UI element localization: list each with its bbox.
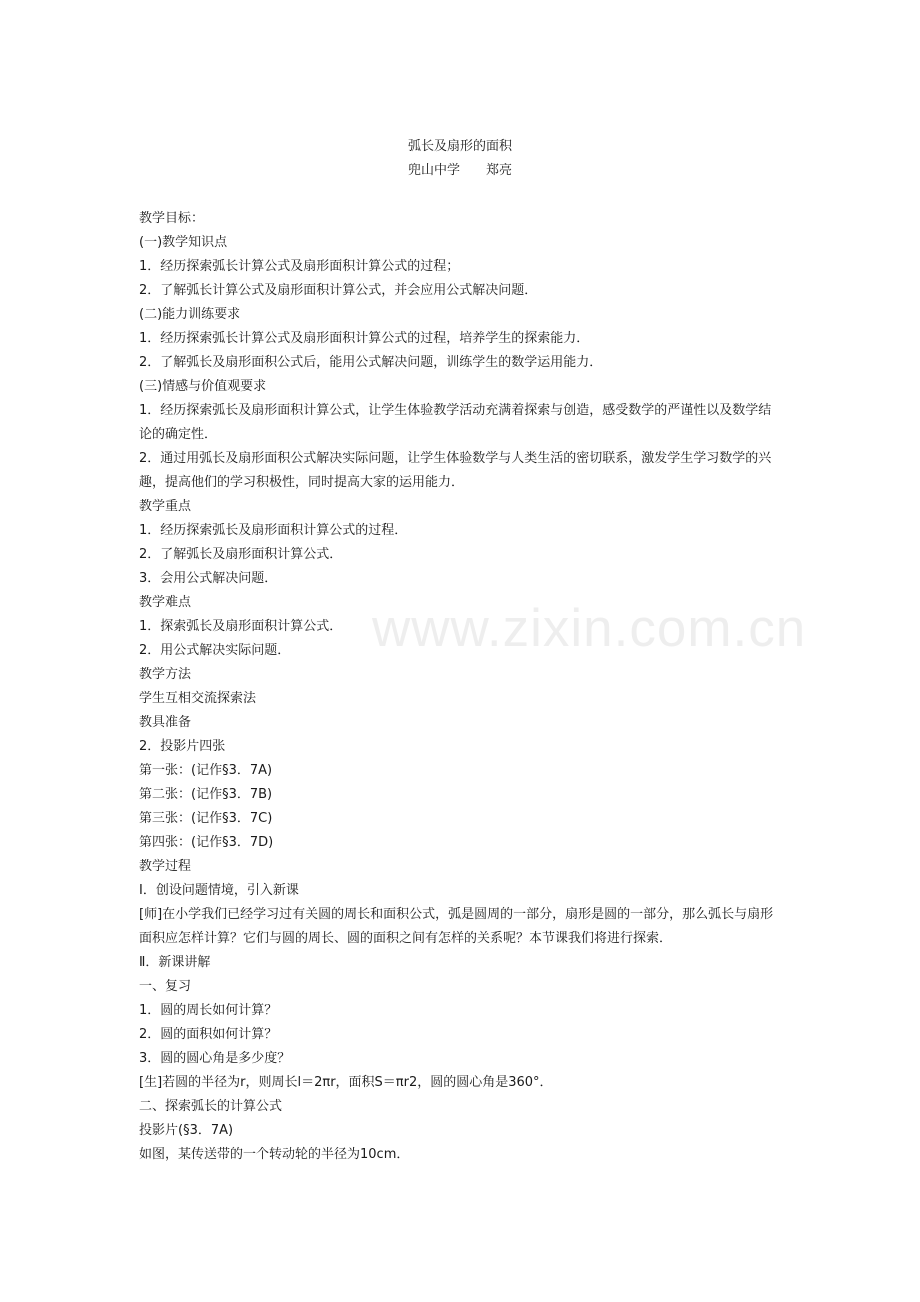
body-line: 2．投影片四张: [139, 739, 226, 754]
body-line: 3．会用公式解决问题．: [139, 571, 278, 586]
body-line: (一)教学知识点: [139, 235, 228, 250]
body-line: Ⅰ．创设问题情境，引入新课: [139, 883, 299, 898]
body-line: 1．经历探索弧长及扇形面积计算公式的过程．: [139, 523, 408, 538]
body-line: 1．经历探索弧长计算公式及扇形面积计算公式的过程，培养学生的探索能力．: [139, 331, 590, 346]
body-line: 第一张：(记作§3．7A): [139, 763, 273, 778]
body-line: 2．了解弧长计算公式及扇形面积计算公式，并会应用公式解决问题．: [139, 283, 538, 298]
body-line: 二、探索弧长的计算公式: [139, 1099, 283, 1114]
body-line: (三)情感与价值观要求: [139, 379, 267, 394]
body-line: [生]若圆的半径为r，则周长l＝2πr，面积S＝πr2，圆的圆心角是360°．: [139, 1075, 553, 1090]
body-line: 1．圆的周长如何计算？: [139, 1003, 278, 1018]
body-line: 第四张：(记作§3．7D): [139, 835, 274, 850]
body-line: 投影片(§3．7A): [139, 1123, 234, 1138]
body-line: 教学方法: [139, 667, 192, 682]
body-line: 2．用公式解决实际问题．: [139, 643, 291, 658]
body-line: 一、复习: [139, 979, 192, 994]
body-line: 2．了解弧长及扇形面积计算公式．: [139, 547, 343, 562]
body-line: 1．经历探索弧长计算公式及扇形面积计算公式的过程；: [139, 259, 460, 274]
body-line: 教学目标：: [139, 211, 205, 226]
body-line: 第三张：(记作§3．7C): [139, 811, 273, 826]
body-line: 教学重点: [139, 499, 192, 514]
body-line: 3．圆的圆心角是多少度？: [139, 1051, 291, 1066]
body-line: [师]在小学我们已经学习过有关圆的周长和面积公式，弧是圆周的一部分，扇形是圆的一部分，那么弧长与扇形面积应怎样计算？它们与圆的周长、圆的面积之间有怎样的关系呢？本节课我们将进行探索．: [139, 907, 774, 946]
school-name: 兜山中学: [407, 163, 460, 178]
document-title: 弧长及扇形的面积: [407, 139, 512, 154]
body-line: 学生互相交流探索法: [139, 691, 257, 706]
body-line: 教具准备: [139, 715, 192, 730]
author-name: 郑亮: [486, 163, 513, 178]
body-line: 2．通过用弧长及扇形面积公式解决实际问题，让学生体验数学与人类生活的密切联系，激发学生学习数学的兴趣，提高他们的学习积极性，同时提高大家的运用能力．: [139, 451, 772, 490]
document-body: [139, 207, 784, 1167]
body-line: 1．经历探索弧长及扇形面积计算公式，让学生体验教学活动充满着探索与创造，感受数学的严谨性以及数学结论的确定性．: [139, 403, 772, 442]
body-line: 教学难点: [139, 595, 192, 610]
body-line: 2．圆的面积如何计算？: [139, 1027, 278, 1042]
body-line: (二)能力训练要求: [139, 307, 241, 322]
body-line: 2．了解弧长及扇形面积公式后，能用公式解决问题，训练学生的数学运用能力．: [139, 355, 603, 370]
body-line: 教学过程: [139, 859, 192, 874]
body-line: 第二张：(记作§3．7B): [139, 787, 273, 802]
author-line: [0, 161, 920, 181]
body-line: 如图，某传送带的一个转动轮的半径为10cm．: [139, 1147, 410, 1162]
body-line: 1．探索弧长及扇形面积计算公式．: [139, 619, 343, 634]
watermark: www.zixin.com.cn: [372, 599, 807, 658]
body-line: Ⅱ．新课讲解: [139, 955, 211, 970]
